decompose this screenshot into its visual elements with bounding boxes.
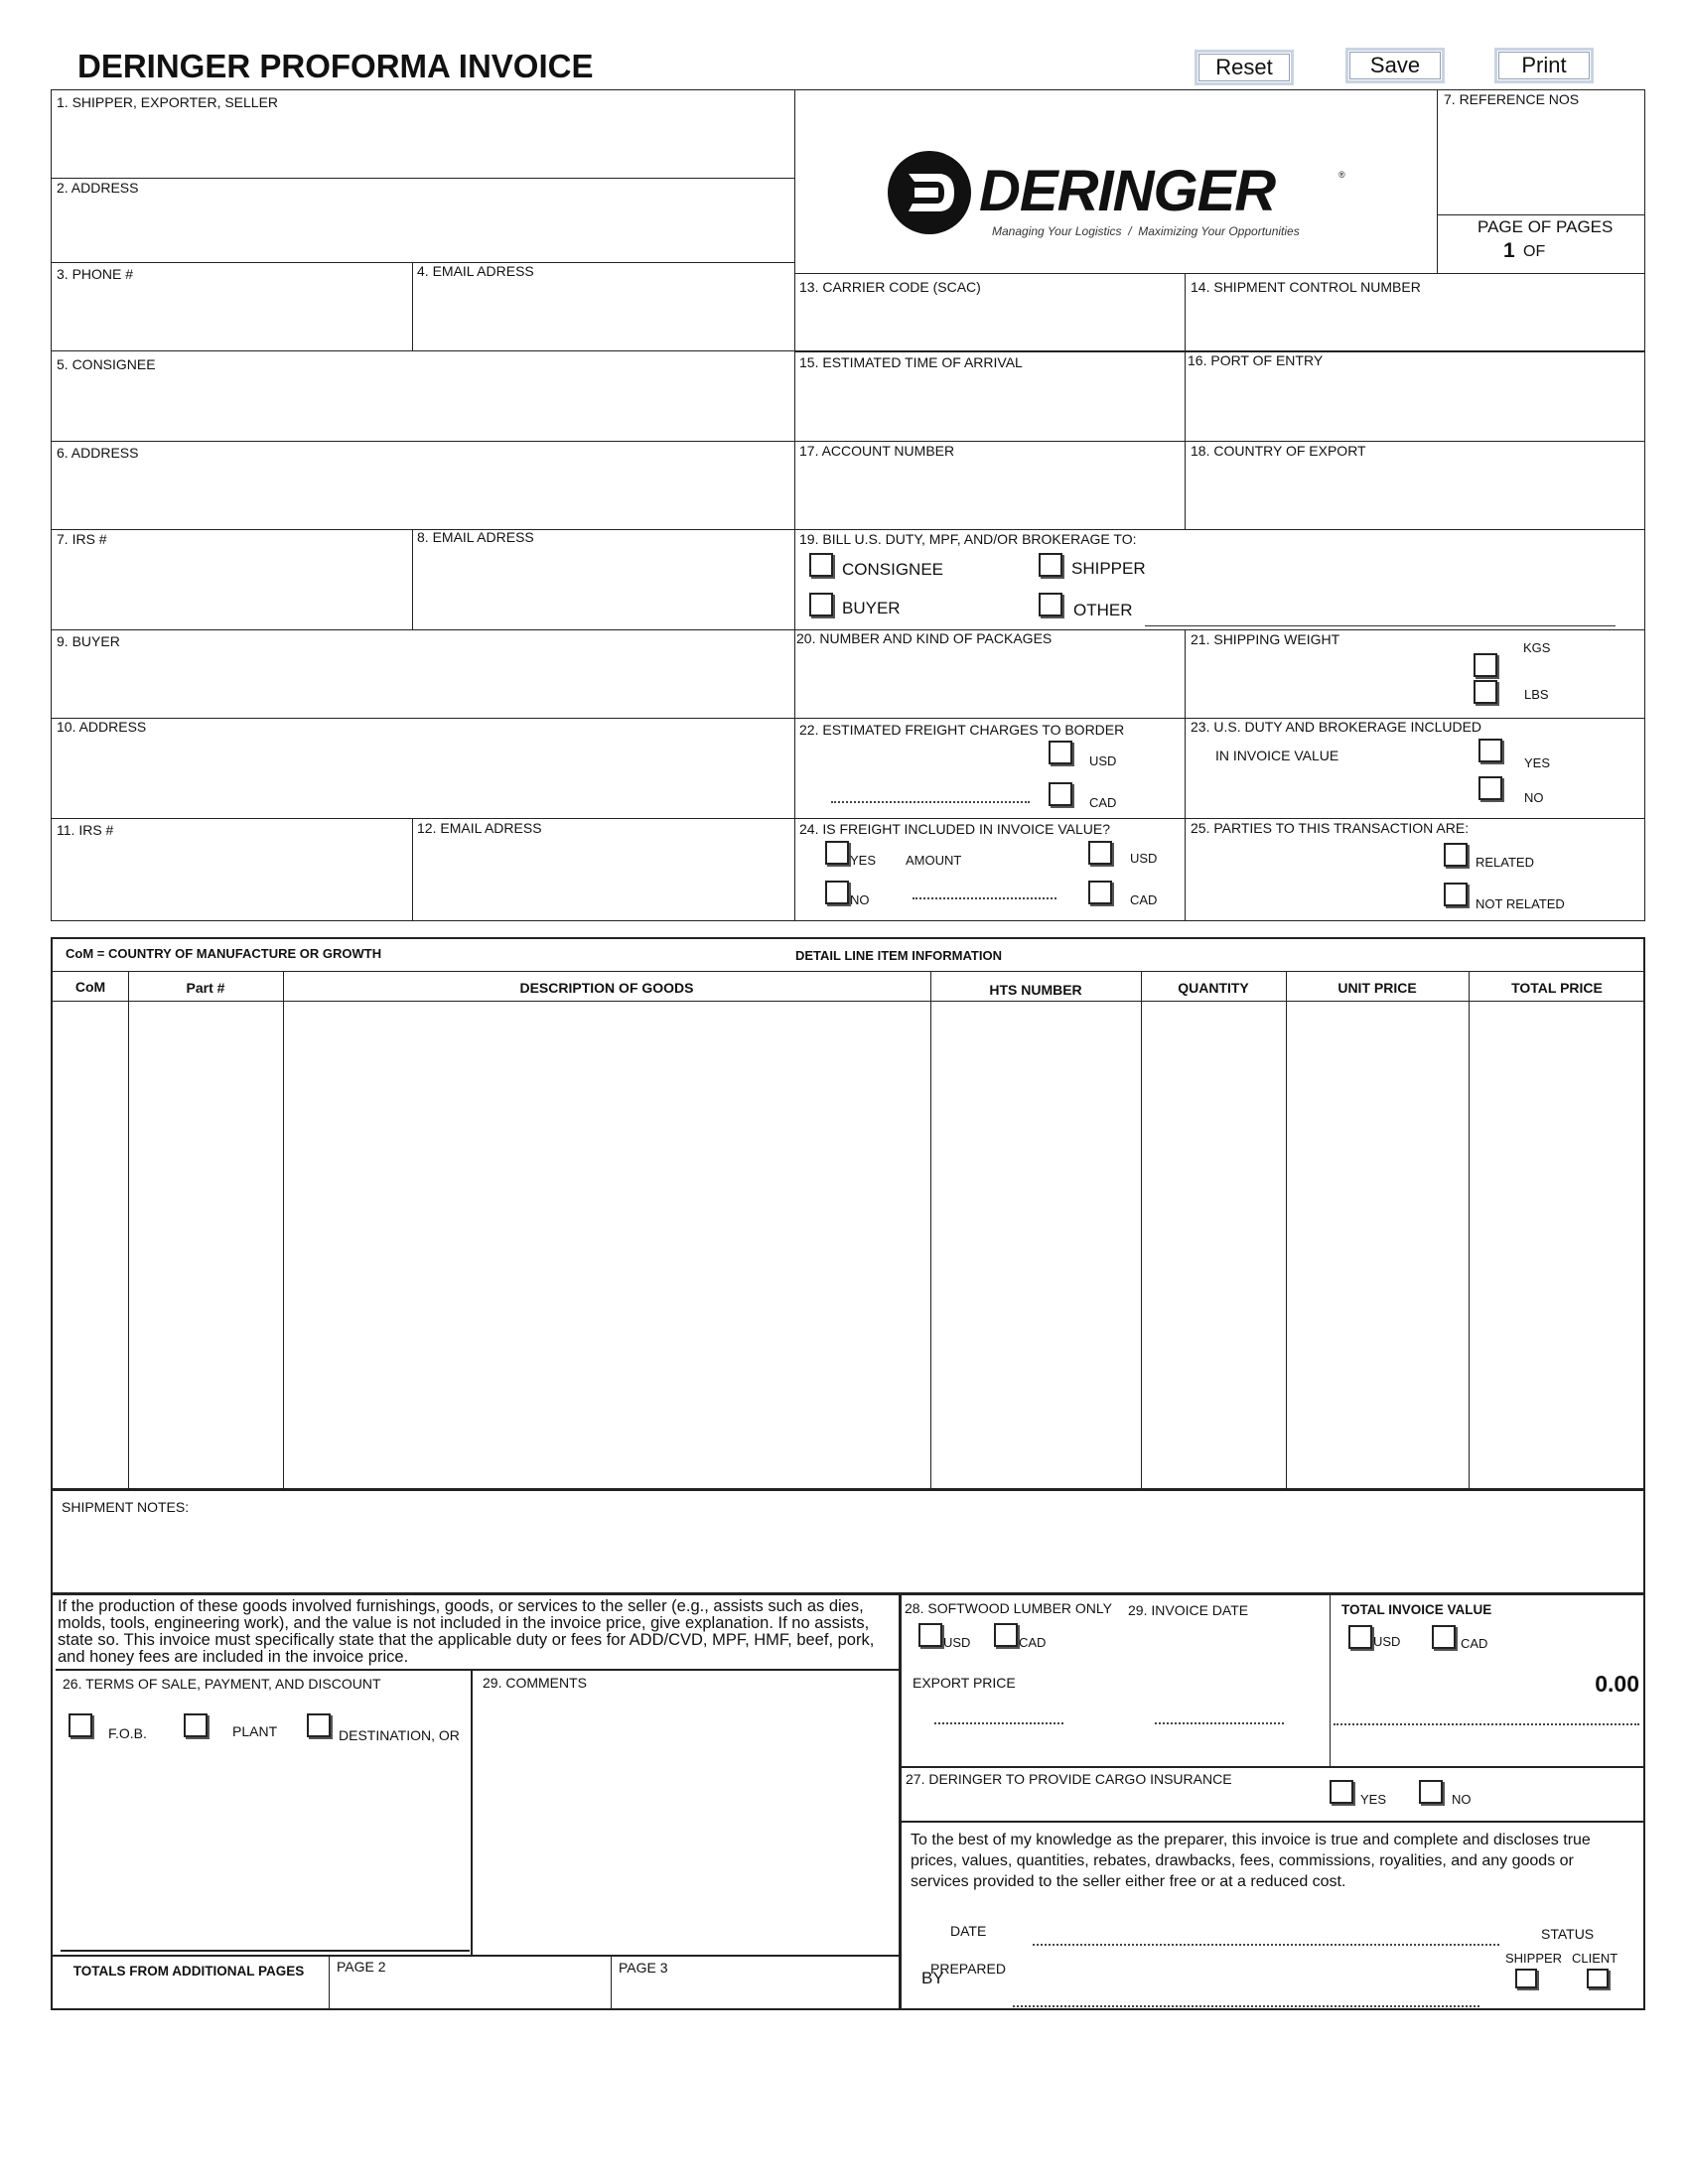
weight-kgs-checkbox[interactable] [1474, 653, 1497, 677]
logo-wordmark: DERINGER [979, 159, 1276, 223]
freight-included-label: 24. IS FREIGHT INCLUDED IN INVOICE VALUE? [799, 821, 1111, 837]
consignee-email-field[interactable] [412, 529, 795, 630]
buyer-address-field[interactable] [51, 718, 795, 819]
eta-label: 15. ESTIMATED TIME OF ARRIVAL [799, 354, 1023, 370]
detail-table [51, 937, 1645, 1490]
com-note: CoM = COUNTRY OF MANUFACTURE OR GROWTH [66, 946, 382, 961]
print-button[interactable]: Print [1494, 48, 1594, 83]
quantity-cell[interactable] [1142, 1002, 1286, 1490]
invoice-date-label: 29. INVOICE DATE [1128, 1602, 1249, 1618]
total-usd-checkbox[interactable] [1348, 1625, 1372, 1649]
col-part-header: Part # [186, 980, 225, 996]
freight-cad-checkbox[interactable] [1049, 782, 1072, 806]
bill-duty-group [794, 529, 1645, 630]
logo-tagline: Managing Your Logistics / Maximizing Your Opportunities [992, 224, 1300, 238]
terms-underline[interactable] [61, 1950, 470, 1952]
declaration-text: To the best of my knowledge as the preparer, this invoice is true and complete and discloses true prices, values, quantities, rebates, drawbacks, fees, commissions, royalities, and any goods or services provided to the seller either free or at a reduced cost. [911, 1832, 1591, 1890]
packages-field[interactable] [794, 629, 1186, 719]
buyer-address-label: 10. ADDRESS [57, 719, 147, 735]
comments-field[interactable] [473, 1671, 900, 1956]
parties-not-related-checkbox[interactable] [1444, 883, 1468, 906]
terms-destination-checkbox[interactable] [307, 1713, 331, 1737]
terms-destination-label: DESTINATION, OR [339, 1727, 460, 1743]
bill-shipper-label: SHIPPER [1071, 559, 1146, 578]
duty-no-label: NO [1524, 790, 1544, 805]
freight-included-group [794, 818, 1186, 921]
page-of-pages-label: PAGE OF PAGES [1477, 217, 1614, 236]
hts-cell[interactable] [931, 1002, 1141, 1490]
account-number-field[interactable] [794, 441, 1186, 530]
reference-nos-field[interactable] [1437, 89, 1645, 215]
insurance-no-checkbox[interactable] [1419, 1780, 1443, 1804]
col-hts-header: HTS NUMBER [989, 982, 1082, 998]
shipping-weight-field[interactable] [1185, 629, 1645, 719]
total-usd-label: USD [1373, 1634, 1401, 1649]
terms-plant-label: PLANT [232, 1723, 278, 1739]
softwood-usd-checkbox[interactable] [918, 1623, 942, 1647]
col-total-price-header: TOTAL PRICE [1511, 980, 1603, 996]
signature-group [902, 1906, 1643, 2009]
total-cad-checkbox[interactable] [1432, 1625, 1456, 1649]
col-com-header: CoM [74, 979, 106, 995]
duty-included-label: 23. U.S. DUTY AND BROKERAGE INCLUDED [1191, 719, 1482, 735]
registered-mark: ® [1338, 170, 1345, 180]
phone-label: 3. PHONE # [57, 266, 134, 282]
freight-included-yes-checkbox[interactable] [825, 841, 849, 865]
reset-button[interactable]: Reset [1195, 50, 1294, 85]
total-invoice-label: TOTAL INVOICE VALUE [1341, 1602, 1492, 1617]
freight-included-yes-label: YES [850, 853, 877, 868]
freight-included-cad-label: CAD [1130, 892, 1158, 907]
consignee-field[interactable] [51, 350, 795, 442]
freight-cad-label: CAD [1089, 795, 1117, 810]
shipment-notes-label: SHIPMENT NOTES: [62, 1499, 190, 1515]
insurance-group [902, 1768, 1643, 1822]
com-cell[interactable] [53, 1002, 128, 1490]
totals-page2-field[interactable] [331, 1957, 610, 2009]
shipment-notes-field[interactable] [51, 1489, 1645, 1594]
deringer-logo-icon [887, 150, 972, 235]
duty-included-group [1185, 718, 1645, 819]
prepared-label: PREPARED [930, 1961, 1006, 1977]
parties-not-related-label: NOT RELATED [1476, 896, 1565, 911]
col-description-header: DESCRIPTION OF GOODS [519, 980, 694, 996]
total-price-cell[interactable] [1470, 1002, 1645, 1490]
consignee-address-field[interactable] [51, 441, 795, 530]
terms-fob-label: F.O.B. [108, 1725, 147, 1741]
duty-yes-checkbox[interactable] [1478, 739, 1502, 762]
header-divider [53, 971, 1643, 972]
other-line[interactable] [1145, 625, 1616, 626]
port-of-entry-label: 16. PORT OF ENTRY [1188, 352, 1324, 368]
buyer-email-field[interactable] [412, 818, 795, 921]
country-of-export-label: 18. COUNTRY OF EXPORT [1191, 443, 1366, 459]
freight-charges-field[interactable] [794, 718, 1186, 819]
bill-buyer-checkbox[interactable] [809, 593, 833, 616]
buyer-irs-label: 11. IRS # [57, 822, 114, 838]
softwood-label: 28. SOFTWOOD LUMBER ONLY [905, 1600, 1112, 1616]
buyer-email-label: 12. EMAIL ADRESS [417, 820, 542, 836]
col-unit-price-header: UNIT PRICE [1337, 980, 1417, 996]
port-of-entry-field[interactable] [1185, 350, 1645, 442]
reference-nos-label: 7. REFERENCE NOS [1444, 91, 1580, 107]
signature-date-label: DATE [950, 1923, 987, 1939]
consignee-address-label: 6. ADDRESS [57, 445, 139, 461]
invoice-date-line[interactable] [1155, 1722, 1284, 1724]
description-cell[interactable] [284, 1002, 930, 1490]
insurance-label: 27. DERINGER TO PROVIDE CARGO INSURANCE [906, 1771, 1232, 1787]
insurance-yes-checkbox[interactable] [1330, 1780, 1353, 1804]
totals-page2-label: PAGE 2 [337, 1959, 386, 1975]
status-shipper-checkbox[interactable] [1515, 1969, 1537, 1988]
freight-included-amount-line[interactable] [913, 897, 1056, 899]
duty-no-checkbox[interactable] [1478, 776, 1502, 800]
freight-included-cad-checkbox[interactable] [1088, 881, 1112, 904]
shipper-field[interactable] [51, 89, 795, 179]
softwood-usd-label: USD [943, 1635, 971, 1650]
logo-panel [794, 89, 1438, 274]
declaration-top-divider [900, 1821, 1645, 1823]
export-price-label: EXPORT PRICE [913, 1675, 1016, 1691]
account-number-label: 17. ACCOUNT NUMBER [799, 443, 955, 459]
comments-label: 29. COMMENTS [483, 1675, 588, 1691]
weight-lbs-label: LBS [1524, 687, 1549, 702]
consignee-irs-label: 7. IRS # [57, 531, 107, 547]
bill-other-checkbox[interactable] [1039, 593, 1062, 616]
eta-field[interactable] [794, 350, 1186, 442]
terms-fob-checkbox[interactable] [69, 1713, 92, 1737]
duty-included-sublabel: IN INVOICE VALUE [1215, 748, 1339, 763]
parties-related-label: RELATED [1476, 855, 1534, 870]
prepared-by-line[interactable] [1013, 2005, 1479, 2007]
shipment-control-label: 14. SHIPMENT CONTROL NUMBER [1191, 279, 1421, 295]
totals-col-divider [329, 1955, 330, 2010]
status-label: STATUS [1541, 1926, 1595, 1942]
softwood-group [902, 1595, 1331, 1766]
terms-of-sale-label: 26. TERMS OF SALE, PAYMENT, AND DISCOUNT [63, 1676, 381, 1692]
buyer-irs-field[interactable] [51, 818, 413, 921]
page-title: DERINGER PROFORMA INVOICE [77, 48, 594, 84]
insurance-yes-label: YES [1360, 1792, 1387, 1807]
freight-included-usd-label: USD [1130, 851, 1158, 866]
bill-consignee-label: CONSIGNEE [842, 560, 944, 579]
shipper-email-field[interactable] [412, 262, 795, 351]
freight-usd-checkbox[interactable] [1049, 741, 1072, 764]
softwood-cad-label: CAD [1019, 1635, 1047, 1650]
part-cell[interactable] [129, 1002, 283, 1490]
totals-page3-field[interactable] [613, 1957, 899, 2009]
bill-other-label: OTHER [1073, 601, 1133, 619]
shipper-address-label: 2. ADDRESS [57, 180, 139, 196]
carrier-code-label: 13. CARRIER CODE (SCAC) [799, 279, 981, 295]
freight-amount-line[interactable] [831, 801, 1030, 803]
status-client-checkbox[interactable] [1587, 1969, 1609, 1988]
status-shipper-label: SHIPPER [1505, 1951, 1563, 1966]
parties-group [1185, 818, 1645, 921]
freight-usd-label: USD [1089, 753, 1117, 768]
total-invoice-line[interactable] [1334, 1723, 1639, 1725]
export-price-line[interactable] [934, 1722, 1063, 1724]
packages-label: 20. NUMBER AND KIND OF PACKAGES [796, 630, 1053, 646]
totals-page3-label: PAGE 3 [619, 1960, 668, 1976]
freight-amount-label: AMOUNT [906, 853, 962, 868]
total-invoice-divider [1330, 1595, 1331, 1766]
freight-included-usd-checkbox[interactable] [1088, 841, 1112, 865]
freight-included-no-checkbox[interactable] [825, 881, 849, 904]
status-client-label: CLIENT [1572, 1951, 1618, 1966]
consignee-email-label: 8. EMAIL ADRESS [417, 529, 534, 545]
shipment-control-field[interactable] [1185, 273, 1645, 352]
parties-related-checkbox[interactable] [1444, 843, 1468, 867]
shipping-weight-label: 21. SHIPPING WEIGHT [1191, 631, 1340, 647]
current-page-number: 1 [1503, 239, 1515, 262]
totals-col-divider [611, 1955, 612, 2010]
bill-duty-label: 19. BILL U.S. DUTY, MPF, AND/OR BROKERAGE TO: [799, 531, 1137, 547]
insurance-no-label: NO [1452, 1792, 1472, 1807]
terms-plant-checkbox[interactable] [184, 1713, 208, 1737]
softwood-cad-checkbox[interactable] [994, 1623, 1018, 1647]
buyer-label: 9. BUYER [57, 633, 120, 649]
bill-buyer-label: BUYER [842, 599, 901, 617]
of-label: OF [1523, 243, 1546, 260]
consignee-irs-field[interactable] [51, 529, 413, 630]
detail-heading: DETAIL LINE ITEM INFORMATION [795, 948, 1002, 963]
total-invoice-group [1332, 1595, 1643, 1766]
freight-included-no-label: NO [850, 892, 870, 907]
phone-field[interactable] [51, 262, 413, 351]
freight-charges-label: 22. ESTIMATED FREIGHT CHARGES TO BORDER [799, 722, 1125, 738]
weight-kgs-label: KGS [1523, 640, 1551, 655]
parties-label: 25. PARTIES TO THIS TRANSACTION ARE: [1191, 820, 1470, 836]
signature-date-line[interactable] [1033, 1944, 1499, 1946]
total-cad-label: CAD [1461, 1636, 1488, 1651]
assists-text: If the production of these goods involved furnishings, goods, or services to the seller (e.g., assists such as dies, molds, tools, engineering work), and the value is not included in the invoice price, give explanation. If no assists, state so. This invoice must specifically state that the applicable duty or fees for ADD/CVD, MPF, HMF, beef, pork, and honey fees are included in the invoice price. [58, 1597, 875, 1666]
col-quantity-header: QUANTITY [1178, 980, 1249, 996]
consignee-label: 5. CONSIGNEE [57, 356, 156, 372]
unit-price-cell[interactable] [1287, 1002, 1469, 1490]
by-label: BY [921, 1969, 944, 1987]
country-of-export-field[interactable] [1185, 441, 1645, 530]
carrier-code-field[interactable] [794, 273, 1186, 352]
total-invoice-value[interactable]: 0.00 [1595, 1671, 1639, 1697]
buyer-field[interactable] [51, 629, 795, 719]
bill-shipper-checkbox[interactable] [1039, 553, 1062, 577]
duty-yes-label: YES [1524, 755, 1551, 770]
shipper-email-label: 4. EMAIL ADRESS [417, 263, 534, 279]
page-of-pages [1437, 214, 1645, 274]
weight-lbs-checkbox[interactable] [1474, 680, 1497, 704]
save-button[interactable]: Save [1345, 48, 1445, 83]
totals-label: TOTALS FROM ADDITIONAL PAGES [72, 1964, 305, 1979]
shipper-label: 1. SHIPPER, EXPORTER, SELLER [57, 94, 279, 110]
terms-of-sale-group [51, 1669, 472, 1956]
shipper-address-field[interactable] [51, 178, 795, 263]
bill-consignee-checkbox[interactable] [809, 553, 833, 577]
